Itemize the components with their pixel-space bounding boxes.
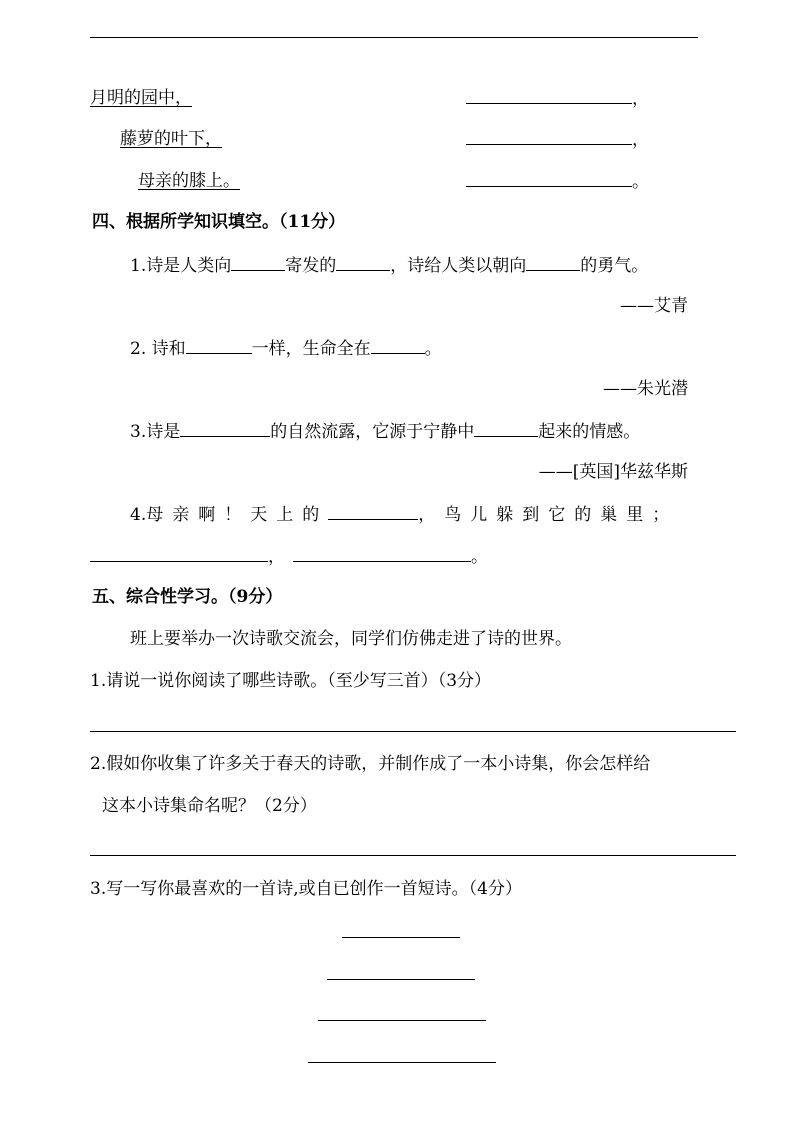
s5-q1-answer-line[interactable] [90, 731, 736, 732]
s4-q1-blank-1[interactable] [231, 254, 285, 271]
s5-q2-answer-line[interactable] [90, 855, 736, 856]
poem-line-2: 藤萝的叶下， [120, 129, 222, 149]
poem-blank-3[interactable]: 。 [466, 170, 649, 193]
s4-q4-blank-3[interactable] [293, 545, 471, 562]
s5-q2-line1: 2.假如你收集了许多关于春天的诗歌，并制作成了一本小诗集，你会怎样给 [90, 754, 651, 774]
section5-intro: 班上要举办一次诗歌交流会，同学们仿佛走进了诗的世界。 [130, 629, 572, 649]
s4-q2: 2. 诗和 一样，生命全在 。 [130, 339, 442, 359]
s4-q3: 3.诗是 的自然流露，它源于宁静中 起来的情感。 [130, 422, 641, 442]
poem-answer-line-3[interactable] [318, 1020, 486, 1021]
s4-q4-blank-2[interactable] [90, 545, 268, 562]
s4-q3-blank-1[interactable] [180, 420, 270, 437]
section5-heading: 五、综合性学习。（9分） [92, 587, 283, 607]
s4-q2-author: ——朱光潜 [603, 379, 688, 399]
s4-q4-blank-1[interactable] [328, 503, 418, 520]
poem-blank-2[interactable]: ， [466, 128, 649, 151]
s5-q1: 1.请说一说你阅读了哪些诗歌。（至少写三首）（3分） [90, 671, 492, 691]
section4-heading: 四、根据所学知识填空。（11分） [92, 212, 346, 232]
s4-q1: 1.诗是人类向 寄发的 ，诗给人类以朝向 的勇气。 [130, 256, 649, 276]
poem-answer-line-2[interactable] [327, 979, 475, 980]
header-rule [90, 37, 698, 38]
poem-line-1: 月明的园中， [90, 88, 192, 108]
s4-q1-blank-2[interactable] [336, 254, 390, 271]
s5-q3: 3.写一写你最喜欢的一首诗,或自已创作一首短诗。（4分） [90, 879, 522, 899]
s4-q4-line2: ， 。 [90, 545, 488, 568]
s4-q3-blank-2[interactable] [474, 420, 538, 437]
poem-line-3: 母亲的膝上。 [138, 171, 240, 191]
s4-q1-author: ——艾青 [620, 296, 688, 316]
s4-q2-blank-2[interactable] [371, 337, 425, 354]
poem-blank-1[interactable]: ， [466, 87, 649, 110]
poem-answer-line-4[interactable] [308, 1062, 496, 1063]
s5-q2-line2: 这本小诗集命名呢？（2分） [102, 796, 317, 816]
s4-q2-blank-1[interactable] [186, 337, 252, 354]
s4-q1-blank-3[interactable] [526, 254, 580, 271]
s4-q4-line1: 4.母亲啊！天上的 ，鸟儿躲到它的巢里； [130, 505, 679, 525]
poem-answer-line-1[interactable] [342, 937, 460, 938]
s4-q3-author: ——[英国]华兹华斯 [538, 462, 688, 482]
